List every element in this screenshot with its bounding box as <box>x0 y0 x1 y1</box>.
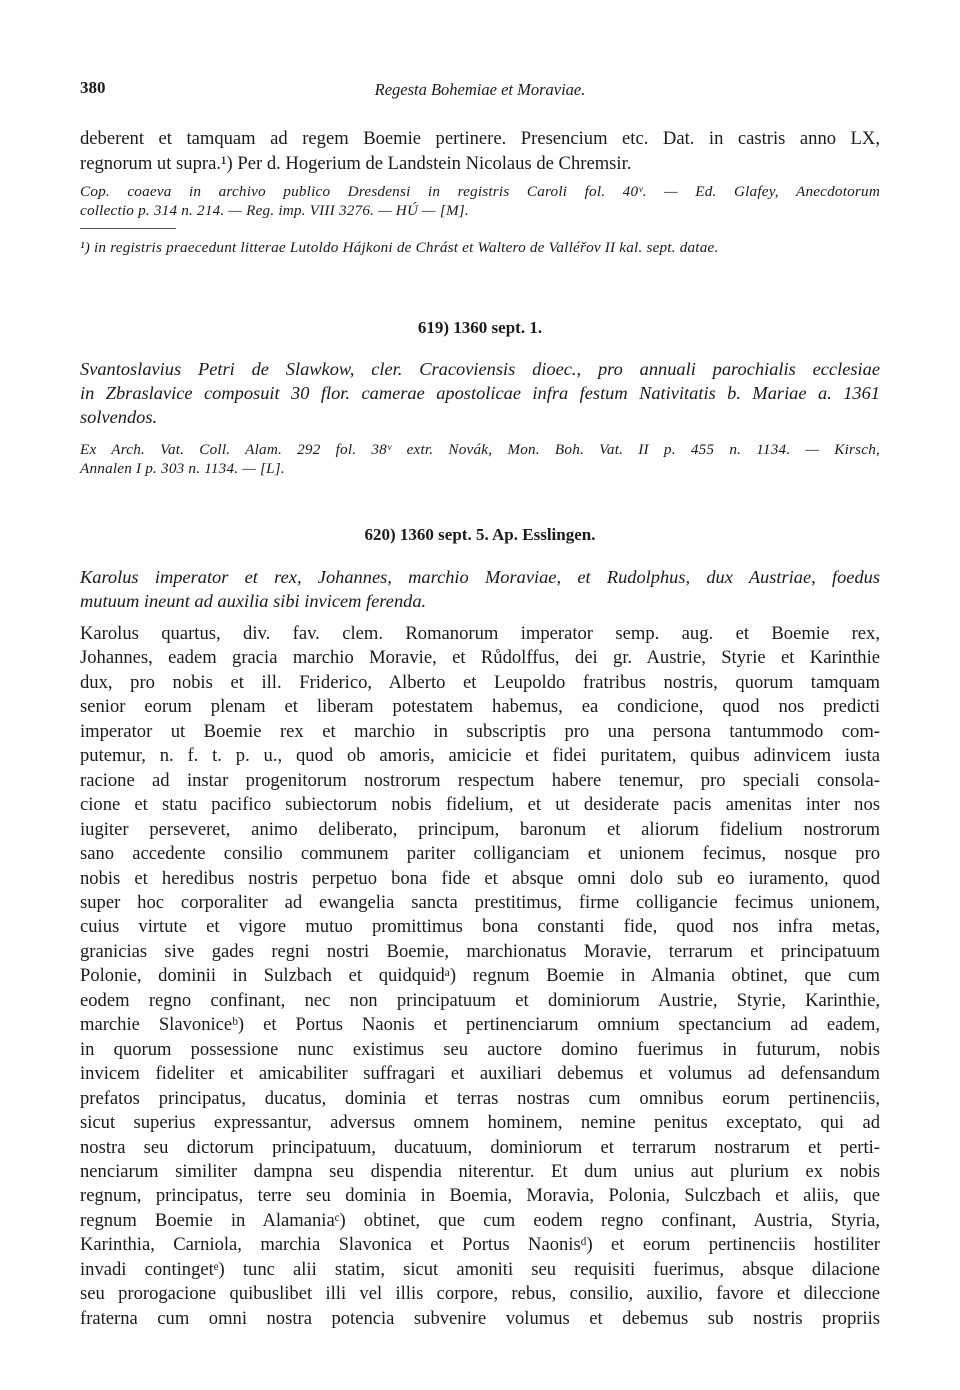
body-line: Karolus quartus, div. fav. clem. Romanorum imperator semp. aug. et Boemie rex, <box>80 623 880 644</box>
body-line: seu prorogacione quibuslibet illi vel illis corpore, rebus, consilio, auxilio, favore et dileccione <box>80 1283 880 1305</box>
body-line: nenciarum similiter dampna seu dispendia niterentur. Et dum unius aut plurium ex nobis <box>80 1160 880 1182</box>
regest-line: in Zbraslavice composuit 30 flor. camerae apostolicae infra festum Nativitatis b. Mariae a. 1361 <box>80 383 880 403</box>
source-line: Ex Arch. Vat. Coll. Alam. 292 fol. 38ᵛ extr. Novák, Mon. Boh. Vat. II p. 455 n. 1134. — Kirsch, <box>80 441 880 458</box>
running-title: Regesta Bohemiae et Moraviae. <box>374 80 586 99</box>
body-line: prefatos principatus, ducatus, dominia et terras nostras cum omnibus eorum pertinenciis, <box>80 1087 880 1109</box>
text-line: regnorum ut supra.¹) Per d. Hogerium de Landstein Nicolaus de Chremsir. <box>80 152 632 174</box>
body-line: sicut superius expressantur, adversus omnem hominem, nemine penitus exceptato, qui ad <box>80 1112 880 1134</box>
regest-line: solvendos. <box>80 407 158 427</box>
text-line: deberent et tamquam ad regem Boemie pertinere. Presencium etc. Dat. in castris anno LX, <box>80 128 880 149</box>
body-line: iugiter perseveret, animo deliberato, principum, baronum et aliorum fidelium nostrorum <box>80 818 880 840</box>
body-line: regnum Boemie in Alamaniaᶜ) obtinet, que cum eodem regno confinant, Austria, Styria, <box>80 1209 880 1231</box>
body-line: senior eorum plenam et liberam potestatem habemus, ea condicione, quod nos predicti <box>80 696 880 718</box>
entry-619-regest <box>80 357 880 429</box>
body-line: granicias sive gades regni nostri Boemie, marchionatus Moravie, terrarum et principatuum <box>80 940 880 962</box>
body-line: Johannes, eadem gracia marchio Moravie, et Růdolffus, dei gr. Austrie, Styrie et Karinthie <box>80 647 880 669</box>
source-line: collectio p. 314 n. 214. — Reg. imp. VIII 3276. — HÚ — [M]. <box>80 202 469 219</box>
regest-line: Svantoslavius Petri de Slawkow, cler. Cracoviensis dioec., pro annuali parochialis ecclesiae <box>80 359 880 379</box>
body-line: regnum, principatus, terre seu dominia in Boemia, Moravia, Polonia, Sulczbach et aliis, que <box>80 1185 880 1207</box>
footnote-rule <box>80 228 176 229</box>
body-line: in quorum possessione nunc existimus seu auctore domino fuerimus in futurum, nobis <box>80 1038 880 1060</box>
regest-line: mutuum ineunt ad auxilia sibi invicem ferenda. <box>80 591 427 611</box>
entry-620-heading <box>80 525 880 545</box>
body-line: super hoc corporaliter ad ewangelia sancta prestitimus, firme colligancie fecimus unionem, <box>80 891 880 913</box>
body-line: nobis et heredibus nostris perpetuo bona fide et absque omni dolo sub eo iuramento, quod <box>80 867 880 889</box>
body-line: marchie Slavoniceᵇ) et Portus Naonis et pertinenciarum omnium spectancium ad eadem, <box>80 1014 880 1036</box>
body-line: imperator ut Boemie rex et marchio in subscriptis pro una persona tantummodo com- <box>80 720 880 742</box>
source-line: Cop. coaeva in archivo publico Dresdensi in registris Caroli fol. 40ᵛ. — Ed. Glafey, Anecdotorum <box>80 183 880 200</box>
regest-line: Karolus imperator et rex, Johannes, marchio Moraviae, et Rudolphus, dux Austriae, foedus <box>80 567 880 587</box>
body-line: Polonie, dominii in Sulzbach et quidquidᵃ) regnum Boemie in Almania obtinet, que cum <box>80 965 880 987</box>
body-line: fraterna cum omni nostra potencia subvenire volumus et debemus sub nostris propriis <box>80 1307 880 1329</box>
footnote <box>80 238 880 257</box>
body-line: eodem regno confinant, nec non principatuum et dominiorum Austrie, Styrie, Karinthie, <box>80 989 880 1011</box>
previous-entry-text <box>80 127 880 176</box>
body-line: dux, pro nobis et ill. Friderico, Alberto et Leupoldo fratribus nostris, quorum tamquam <box>80 671 880 693</box>
body-line: invicem fideliter et amicabiliter suffragari et auxiliari debemus et volumus ad defensandum <box>80 1063 880 1085</box>
body-line: sano accedente consilio communem pariter colliganciam et unionem fecimus, nosque pro <box>80 843 880 865</box>
page-header <box>80 78 880 102</box>
body-line: cione et statu pacifico subiectorum nobis fidelium, et ut desiderate pacis amenitas inter nos <box>80 794 880 816</box>
body-line: racione ad instar progenitorum nostrorum respectum habere tenemur, pro speciali consola- <box>80 769 880 791</box>
entry-619-heading <box>80 318 880 338</box>
body-line: Karinthia, Carniola, marchia Slavonica et Portus Naonisᵈ) et eorum pertinenciis hostiliter <box>80 1234 880 1256</box>
page-number: 380 <box>80 78 106 97</box>
body-line: invadi contingetᵉ) tunc alii statim, sicut amoniti seu requisiti fuerimus, absque dilacione <box>80 1258 880 1280</box>
body-line: cuius virtute et vigore mutuo promittimus bona constanti fide, quod nos infra metas, <box>80 916 880 938</box>
previous-entry-source <box>80 182 880 220</box>
entry-620-regest <box>80 565 880 613</box>
source-line: Annalen I p. 303 n. 1134. — [L]. <box>80 460 285 477</box>
entry-heading: 619) 1360 sept. 1. <box>417 318 543 337</box>
entry-619-source <box>80 440 880 478</box>
entry-heading: 620) 1360 sept. 5. Ap. Esslingen. <box>364 525 596 544</box>
entry-620-body <box>80 622 880 1331</box>
body-line: nostra seu dictorum principatuum, ducatuum, dominiorum et terrarum nostrarum et perti- <box>80 1136 880 1158</box>
body-line: putemur, n. f. t. p. u., quod ob amoris, amicicie et fidei puritatem, quibus adinvicem iusta <box>80 745 880 767</box>
footnote-text: ¹) in registris praecedunt litterae Lutoldo Hájkoni de Chrást et Waltero de Valléřov II kal. sept. datae. <box>80 239 719 256</box>
